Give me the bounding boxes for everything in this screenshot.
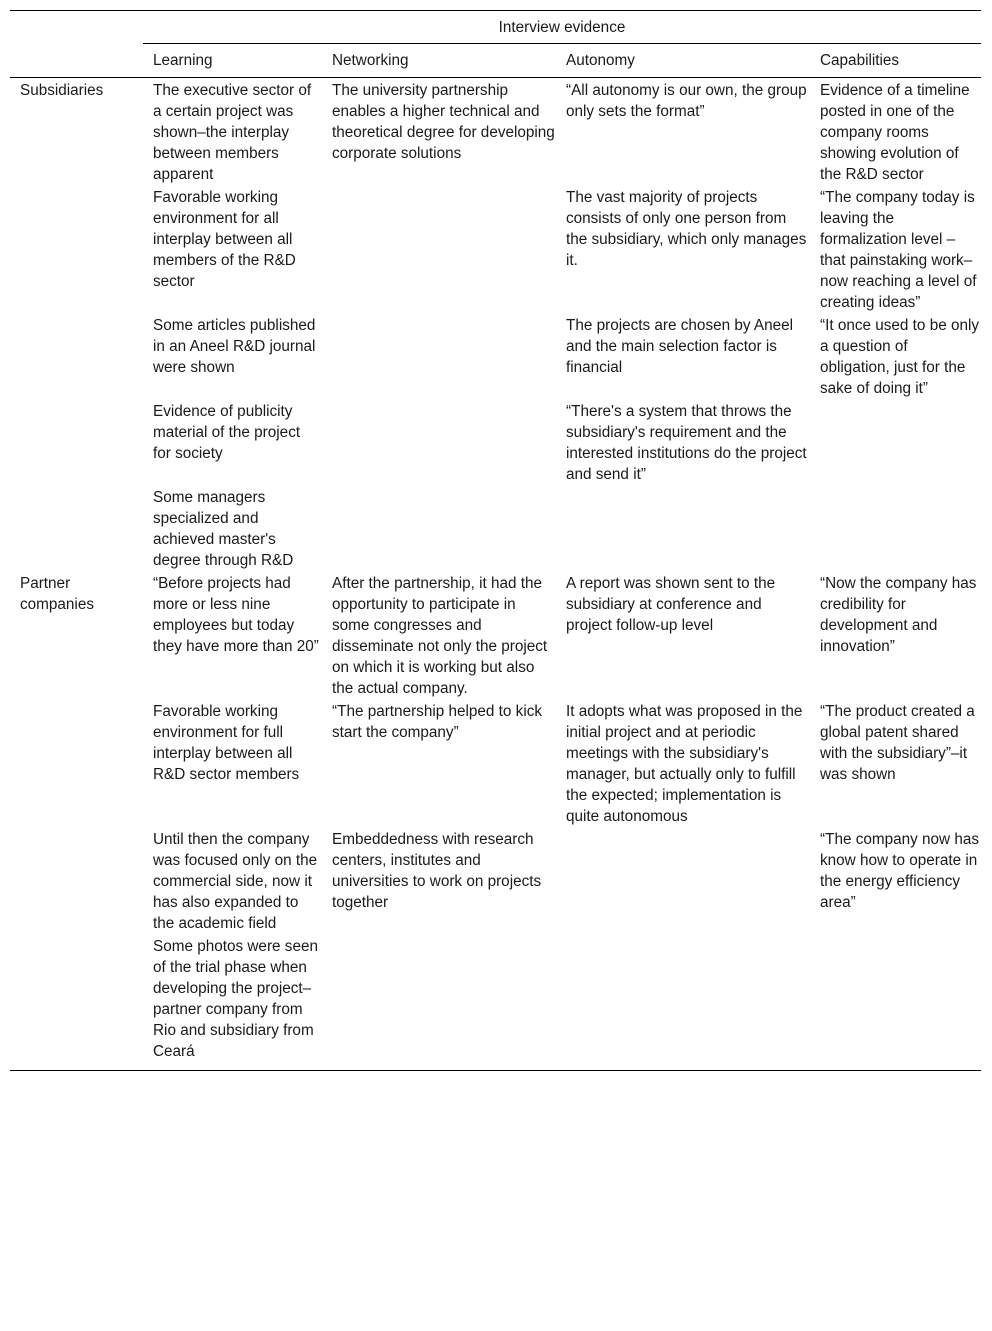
column-header-capabilities: Capabilities [820, 52, 900, 69]
cell-capabilities [810, 485, 981, 571]
group-label-subsidiaries: Subsidiaries [20, 82, 104, 99]
table-row [10, 313, 981, 399]
table-row [10, 571, 981, 699]
column-header-learning: Learning [153, 52, 213, 69]
cell-autonomy: The projects are chosen by Aneel and the main selection factor is financial [566, 317, 794, 376]
cell-networking: Embeddedness with research centers, institutes and universities to work on projects together [332, 831, 542, 911]
stub-header [10, 11, 143, 44]
cell-capabilities: Evidence of a timeline posted in one of the company rooms showing evolution of the R&D sector [820, 82, 970, 183]
table-row [10, 934, 981, 1071]
column-header-row [10, 44, 981, 78]
cell-capabilities: “The company now has know how to operate in the energy efficiency area” [820, 831, 979, 911]
cell-autonomy: It adopts what was proposed in the initial project and at periodic meetings with the subsidiary's manager, but actually only to fulfill the expected; implementation is quite autonomous [566, 703, 803, 825]
column-header-autonomy: Autonomy [566, 52, 635, 69]
stub-header-2 [10, 44, 143, 78]
cell-networking [322, 934, 556, 1071]
table-row [10, 185, 981, 313]
cell-learning: Some photos were seen of the trial phase when developing the project–partner company from Rio and subsidiary from Ceará [153, 938, 318, 1060]
table-row [10, 827, 981, 934]
super-header: Interview evidence [143, 11, 981, 44]
cell-networking: “The partnership helped to kick start the company” [332, 703, 543, 741]
cell-learning: The executive sector of a certain project was shown–the interplay between members apparent [153, 82, 312, 183]
cell-learning: Some managers specialized and achieved master's degree through R&D [153, 489, 294, 569]
cell-capabilities: “It once used to be only a question of obligation, just for the sake of doing it” [820, 317, 980, 397]
cell-networking [322, 399, 556, 485]
cell-learning: Evidence of publicity material of the project for society [153, 403, 301, 462]
cell-learning: Favorable working environment for all interplay between all members of the R&D sector [153, 189, 296, 290]
cell-autonomy [556, 827, 810, 934]
cell-capabilities: “The company today is leaving the formalization level – that painstaking work–now reaching a level of creating ideas” [820, 189, 977, 311]
table-row [10, 399, 981, 485]
cell-learning: Favorable working environment for full interplay between all R&D sector members [153, 703, 300, 783]
table-row [10, 78, 981, 186]
cell-learning: “Before projects had more or less nine employees but today they have more than 20” [153, 575, 319, 655]
column-header-networking: Networking [332, 52, 409, 69]
interview-evidence-table [10, 10, 981, 1071]
cell-learning: Until then the company was focused only on the commercial side, now it has also expanded to the academic field [153, 831, 318, 932]
table-row [10, 485, 981, 571]
cell-autonomy [556, 934, 810, 1071]
cell-capabilities [810, 399, 981, 485]
cell-networking [322, 313, 556, 399]
group-label-partner-companies: Partner companies [20, 575, 94, 613]
cell-autonomy: The vast majority of projects consists of only one person from the subsidiary, which only manages it. [566, 189, 807, 269]
cell-autonomy: A report was shown sent to the subsidiary at conference and project follow-up level [566, 575, 776, 634]
cell-networking [322, 185, 556, 313]
cell-autonomy: “There's a system that throws the subsidiary's requirement and the interested institutions do the project and send it” [566, 403, 807, 483]
cell-capabilities: “Now the company has credibility for development and innovation” [820, 575, 977, 655]
cell-capabilities: “The product created a global patent shared with the subsidiary”–it was shown [820, 703, 975, 783]
cell-networking: The university partnership enables a higher technical and theoretical degree for developing corporate solutions [332, 82, 555, 162]
cell-autonomy: “All autonomy is our own, the group only sets the format” [566, 82, 807, 120]
cell-learning: Some articles published in an Aneel R&D journal were shown [153, 317, 316, 376]
super-header-row [10, 11, 981, 44]
evidence-table-container [10, 10, 981, 1071]
cell-networking: After the partnership, it had the opportunity to participate in some congresses and disseminate not only the project on which it is working but also the actual company. [332, 575, 548, 697]
cell-networking [322, 485, 556, 571]
cell-capabilities [810, 934, 981, 1071]
table-row [10, 699, 981, 827]
cell-autonomy [556, 485, 810, 571]
